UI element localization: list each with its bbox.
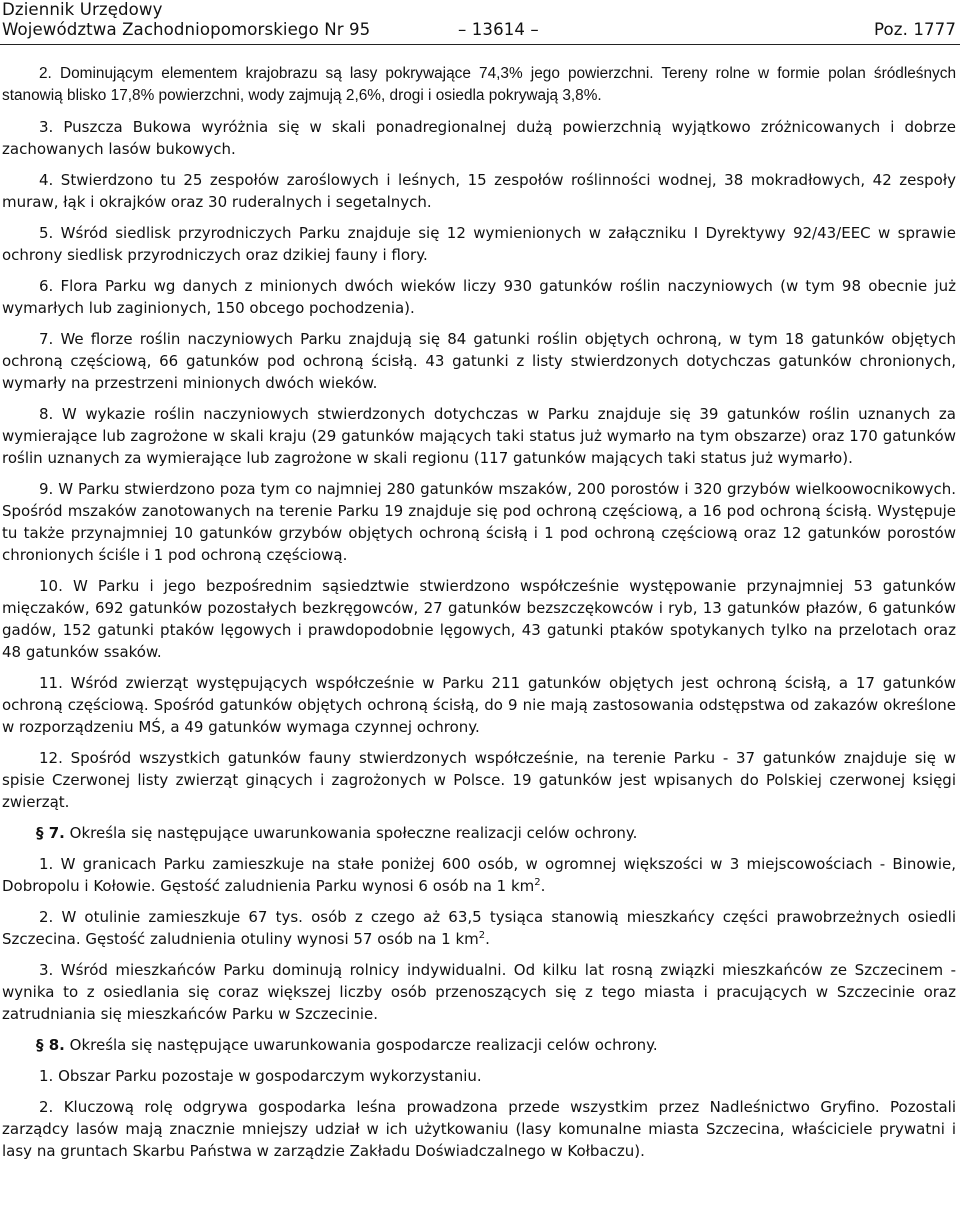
superscript: 2: [534, 877, 541, 888]
publication-title: Dziennik Urzędowy: [2, 0, 163, 19]
section-8-item-2: 2. Kluczową rolę odgrywa gospodarka leśna prowadzona przede wszystkim przez Nadleśnictwo Gryfino. Pozostali zarządcy lasów mają znacznie mniejszy udział w ich użytkowaniu (lasy komunalne miasta Szczecina, właściciele prywatni i lasy na gruntach Skarbu Państwa w zarządzie Zakładu Doświadczalnego w Kołbaczu).: [2, 1098, 956, 1160]
document-body: [2, 63, 956, 1171]
paragraph-4: 4. Stwierdzono tu 25 zespołów zaroślowych i leśnych, 15 zespołów roślinności wodnej, 38 mokradłowych, 42 zespoły muraw, łąk i okrajków oraz 30 ruderalnych i segetalnych.: [2, 171, 956, 211]
page-header: [2, 0, 956, 40]
section-8-item-1: 1. Obszar Parku pozostaje w gospodarczym wykorzystaniu.: [39, 1067, 482, 1085]
section-7-item-1: 1. W granicach Parku zamieszkuje na stałe poniżej 600 osób, w ogromnej większości w 3 miejscowościach - Binowie, Dobropolu i Kołowie. Gęstość zaludnienia Parku wynosi 6 osób na 1 $km^2$.: [2, 855, 956, 895]
superscript: 2: [478, 930, 486, 941]
header-rule: [0, 44, 960, 45]
section-7-heading: § 7. Określa się następujące uwarunkowania społeczne realizacji celów ochrony.: [36, 824, 638, 842]
header-row: [2, 20, 956, 40]
publication-name: Województwa Zachodniopomorskiego Nr 95: [2, 20, 371, 39]
section-8-heading: § 8. Określa się następujące uwarunkowania gospodarcze realizacji celów ochrony.: [36, 1036, 658, 1054]
paragraph-8: 8. W wykazie roślin naczyniowych stwierdzonych dotychczas w Parku znajduje się 39 gatunków roślin uznanych za wymierające lub zagrożone w skali kraju (29 gatunków mających taki status już wymarło na tym obszarze) oraz 170 gatunków roślin uznanych za wymierające lub zagrożone w skali regionu (117 gatunków mających taki status już wymarło).: [2, 405, 956, 467]
page-number: – 13614 –: [458, 20, 539, 39]
paragraph-3: 3. Puszcza Bukowa wyróżnia się w skali ponadregionalnej dużą powierzchnią wyjątkowo zróżnicowanych i dobrze zachowanych lasów bukowych.: [2, 118, 956, 158]
paragraph-10: 10. W Parku i jego bezpośrednim sąsiedztwie stwierdzono współcześnie występowanie przynajmniej 53 gatunków mięczaków, 692 gatunków pozostałych bezkręgowców, 27 gatunków bezszczękowców i ryb, 13 gatunków płazów, 6 gatunków gadów, 152 gatunki ptaków lęgowych i prawdopodobnie lęgowych, 43 gatunki ptaków spotykanych tylko na przelotach oraz 48 gatunków ssaków.: [2, 577, 956, 661]
paragraph-2: 2. Dominującym elementem krajobrazu są lasy pokrywające 74,3% jego powierzchni. Tereny rolne w formie polan śródleśnych stanowią blisko 17,8% powierzchni, wody zajmują 2,6%, drogi i osiedla pokrywają 3,8%.: [2, 65, 956, 104]
paragraph-7: 7. We florze roślin naczyniowych Parku znajdują się 84 gatunki roślin objętych ochroną, w tym 18 gatunków objętych ochroną częściową, 66 gatunków pod ochroną ścisłą. 43 gatunki z listy stwierdzonych dotychczas gatunków chronionych, wymarły na przestrzeni minionych dwóch wieków.: [2, 330, 956, 392]
paragraph-11: 11. Wśród zwierząt występujących współcześnie w Parku 211 gatunków objętych jest ochroną ścisłą, a 17 gatunków ochroną częściową. Spośród gatunków objętych ochroną ścisłą, do 9 nie mają zastosowania odstępstwa od zakazów określone w rozporządzeniu MŚ, a 49 gatunków wymaga czynnej ochrony.: [2, 674, 956, 736]
paragraph-6: 6. Flora Parku wg danych z minionych dwóch wieków liczy 930 gatunków roślin naczyniowych (w tym 98 obecnie już wymarłych lub zaginionych, 150 obcego pochodzenia).: [2, 277, 956, 317]
paragraph-12: 12. Spośród wszystkich gatunków fauny stwierdzonych współcześnie, na terenie Parku - 37 gatunków znajduje się w spisie Czerwonej listy zwierząt ginących i zagrożonych w Polsce. 19 gatunków jest wpisanych do Polskiej czerwonej księgi zwierząt.: [2, 749, 956, 811]
paragraph-9: 9. W Parku stwierdzono poza tym co najmniej 280 gatunków mszaków, 200 porostów i 320 grzybów wielkoowocnikowych. Spośród mszaków zanotowanych na terenie Parku 19 znajduje się pod ochroną częściową, a 16 pod ochroną ścisłą. Występuje tu także przynajmniej 10 gatunków grzybów objętych ochroną ścisłą i 1 pod ochroną częściową oraz 12 gatunków porostów chronionych ściśle i 1 pod ochroną częściową.: [2, 480, 956, 564]
section-7-item-2: 2. W otulinie zamieszkuje 67 tys. osób z czego aż 63,5 tysiąca stanowią mieszkańcy części prawobrzeżnych osiedli Szczecina. Gęstość zaludnienia otuliny wynosi 57 osób na 1 $km^2$.: [2, 908, 956, 948]
position-number: Poz. 1777: [874, 20, 956, 39]
paragraph-5: 5. Wśród siedlisk przyrodniczych Parku znajduje się 12 wymienionych w załączniku I Dyrektywy 92/43/EEC w sprawie ochrony siedlisk przyrodniczych oraz dzikiej fauny i flory.: [2, 224, 956, 264]
section-7-item-3: 3. Wśród mieszkańców Parku dominują rolnicy indywidualni. Od kilku lat rosną związki mieszkańców ze Szczecinem - wynika to z osiedlania się coraz większej liczby osób przenoszących się z tego miasta i pracujących w Szczecinie oraz zatrudniania się mieszkańców Parku w Szczecinie.: [2, 961, 956, 1023]
